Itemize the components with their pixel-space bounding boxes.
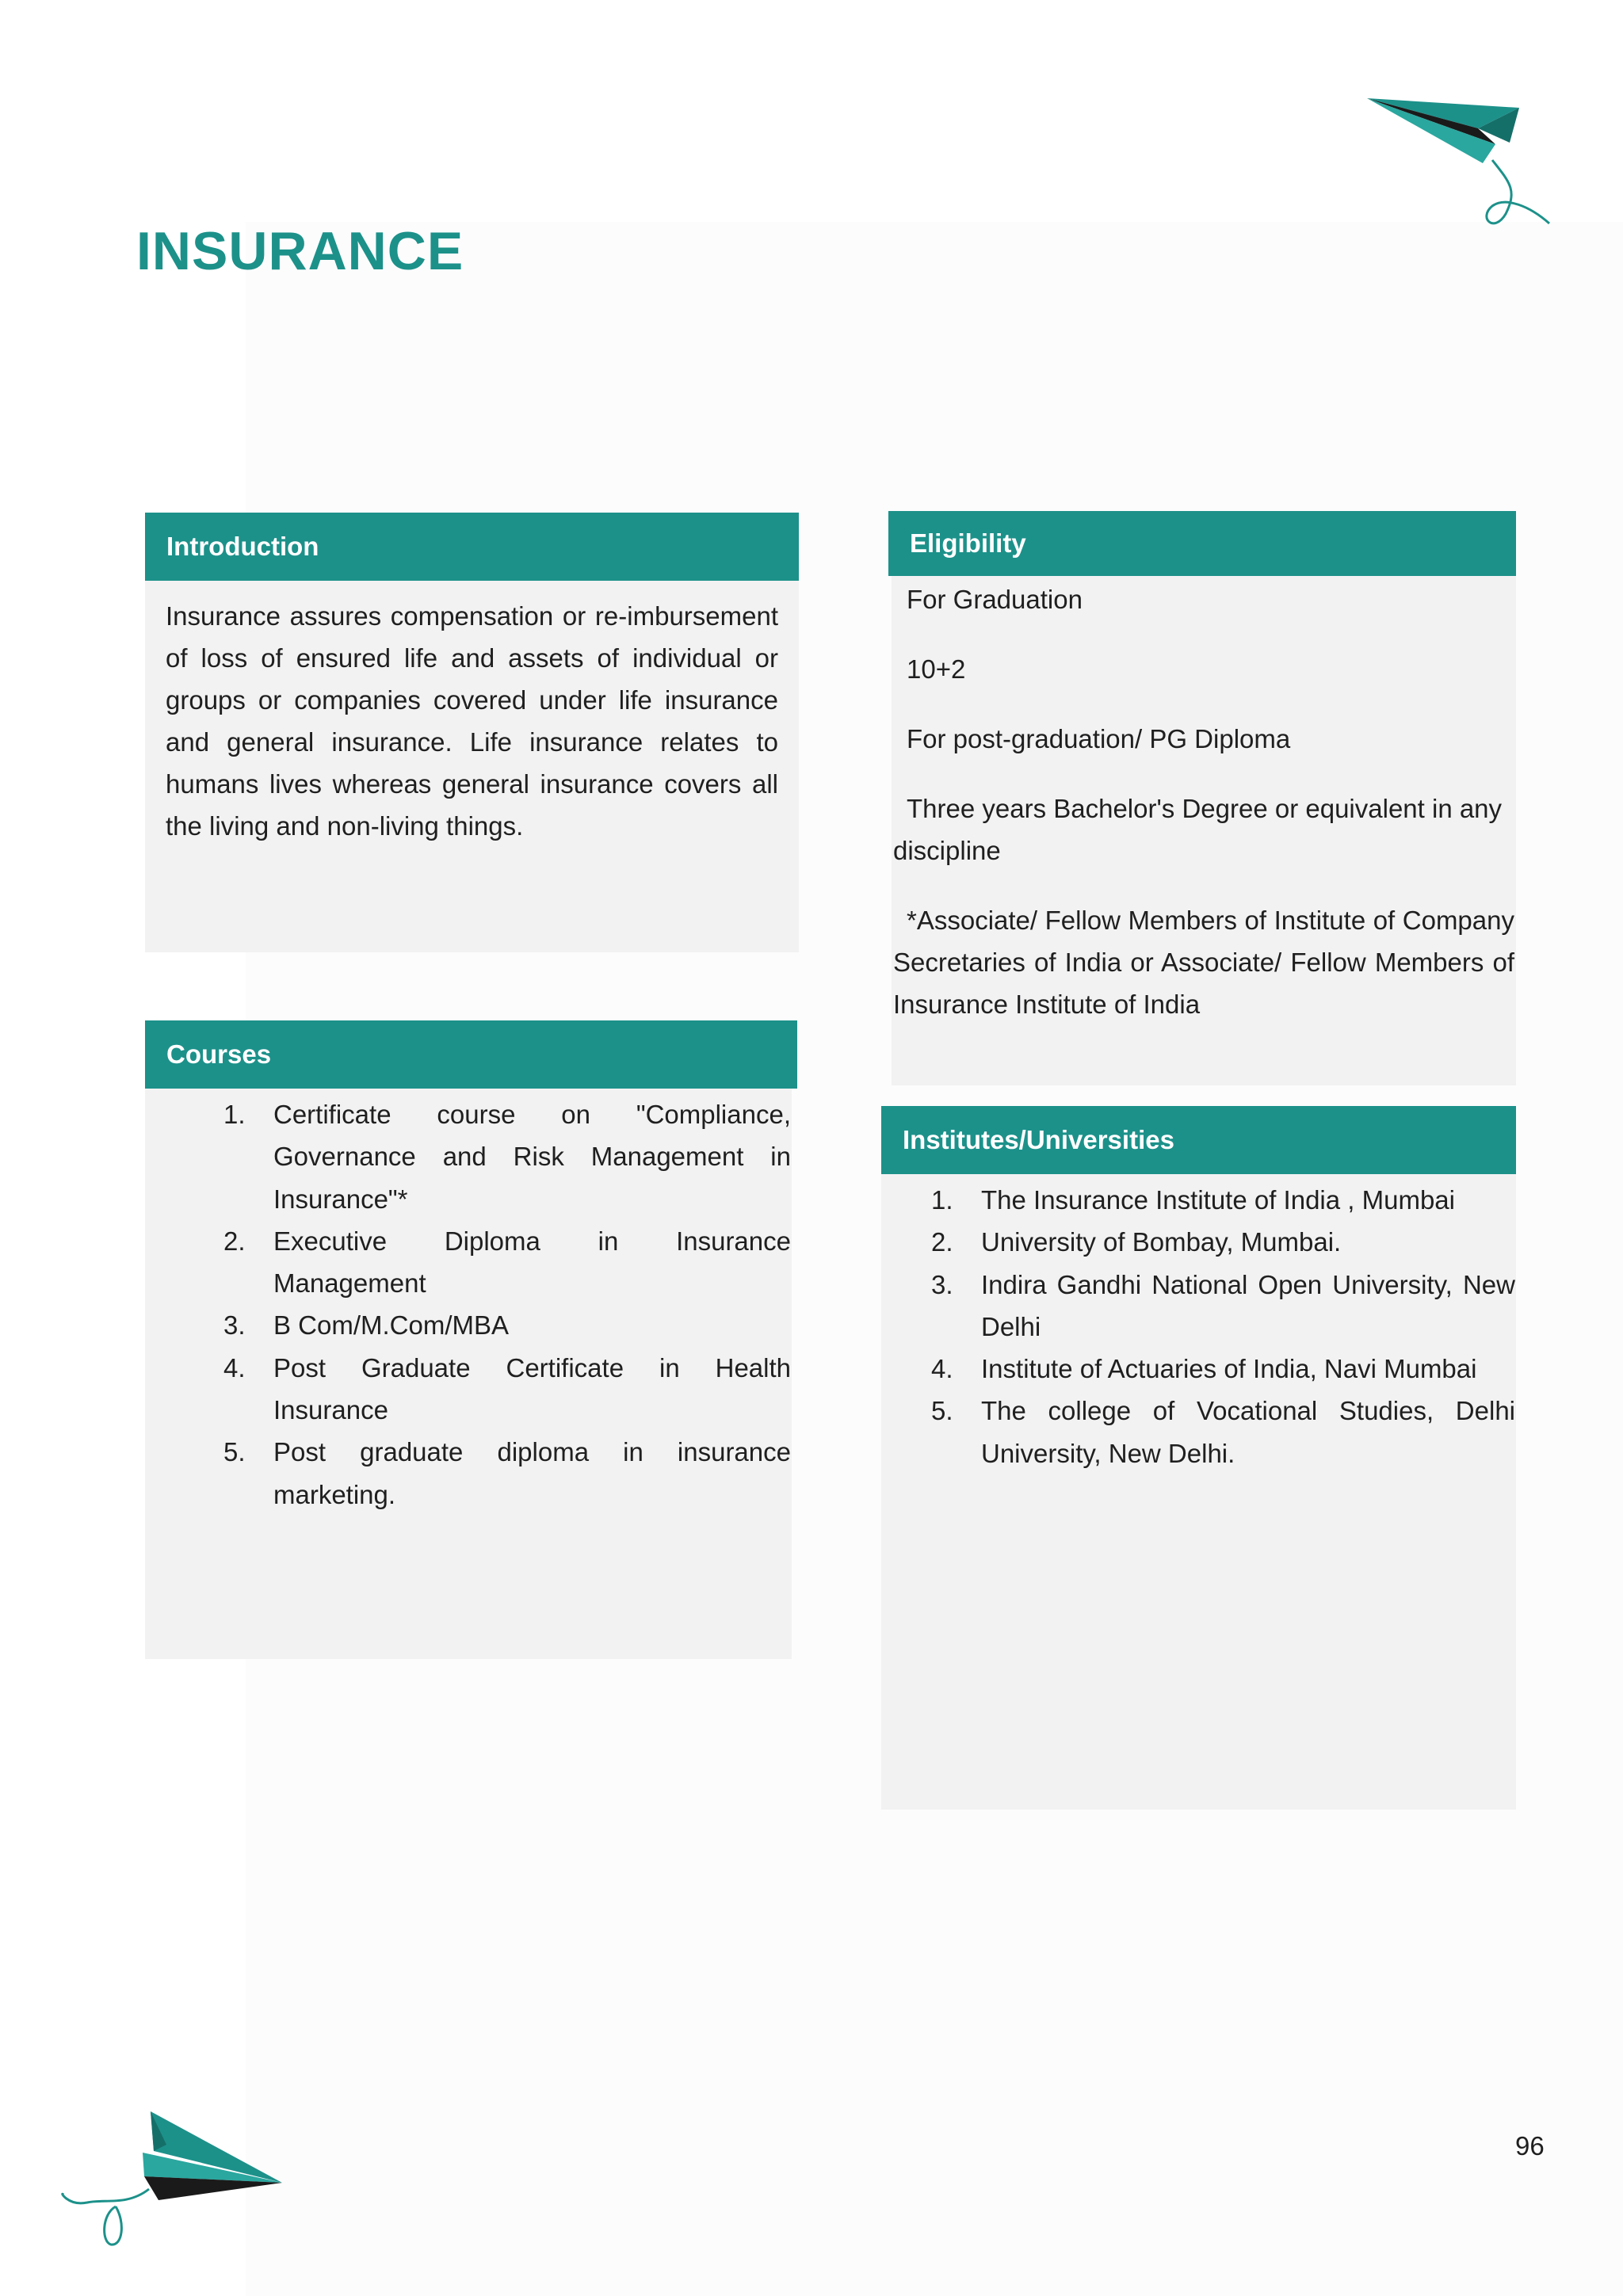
eligibility-item: For post-graduation/ PG Diploma [907,724,1291,753]
list-number: 5. [223,1437,246,1467]
paper-plane-icon [1359,87,1557,238]
list-item-text: The Insurance Institute of India , Mumbai [981,1185,1455,1215]
page-title: INSURANCE [136,221,464,281]
list-number: 5. [931,1396,953,1426]
courses-list [223,1093,791,1516]
eligibility-body [893,578,1514,1025]
list-item [931,1264,1515,1348]
list-item [223,1304,791,1346]
list-item [931,1221,1515,1263]
list-number: 1. [931,1185,953,1215]
list-number: 3. [223,1310,246,1341]
eligibility-item: 10+2 [907,654,966,684]
eligibility-item: For Graduation [907,585,1083,614]
list-item [223,1093,791,1220]
list-item-text: Post Graduate Certificate in Health Insurance [273,1352,791,1425]
institutes-list [931,1179,1515,1474]
list-number: 3. [931,1269,953,1299]
list-item-text: Post graduate diploma in insurance marketing. [273,1437,791,1509]
list-number: 2. [223,1226,246,1256]
list-number: 1. [223,1100,246,1129]
list-item-text: Certificate course on "Compliance, Governance and Risk Management in Insurance"* [273,1100,791,1214]
paper-plane-icon [55,2103,293,2246]
list-number: 4. [223,1352,246,1383]
list-item [931,1179,1515,1221]
list-item-text: Executive Diploma in Insurance Management [273,1226,791,1299]
list-item [223,1431,791,1516]
eligibility-item: Three years Bachelor's Degree or equivalent in any discipline [893,794,1503,865]
list-item [223,1347,791,1432]
eligibility-item: *Associate/ Fellow Members of Institute of Company Secretaries of India or Associate/ Fellow Members of Insurance Institute of India [893,906,1514,1019]
list-item-text: Indira Gandhi National Open University, New Delhi [981,1269,1515,1341]
list-item-text: Institute of Actuaries of India, Navi Mumbai [981,1354,1477,1384]
list-number: 4. [931,1354,953,1384]
list-item-text: B Com/M.Com/MBA [273,1310,510,1341]
list-item [223,1220,791,1305]
introduction-text: Insurance assures compensation or re-imbursement of loss of ensured life and assets of individual or groups or companies covered under life insurance and general insurance. Life insurance relates to humans lives whereas general insurance covers all the living and non-living things. [166,601,778,841]
list-item [931,1390,1515,1474]
eligibility-header: Eligibility [888,511,1516,576]
list-item-text: University of Bombay, Mumbai. [981,1227,1342,1257]
courses-header: Courses [145,1020,797,1089]
page-number: 96 [1515,2131,1545,2161]
list-item [931,1348,1515,1390]
institutes-header: Institutes/Universities [881,1106,1516,1174]
introduction-header: Introduction [145,513,799,581]
list-number: 2. [931,1227,953,1257]
list-item-text: The college of Vocational Studies, Delhi University, New Delhi. [981,1396,1515,1468]
